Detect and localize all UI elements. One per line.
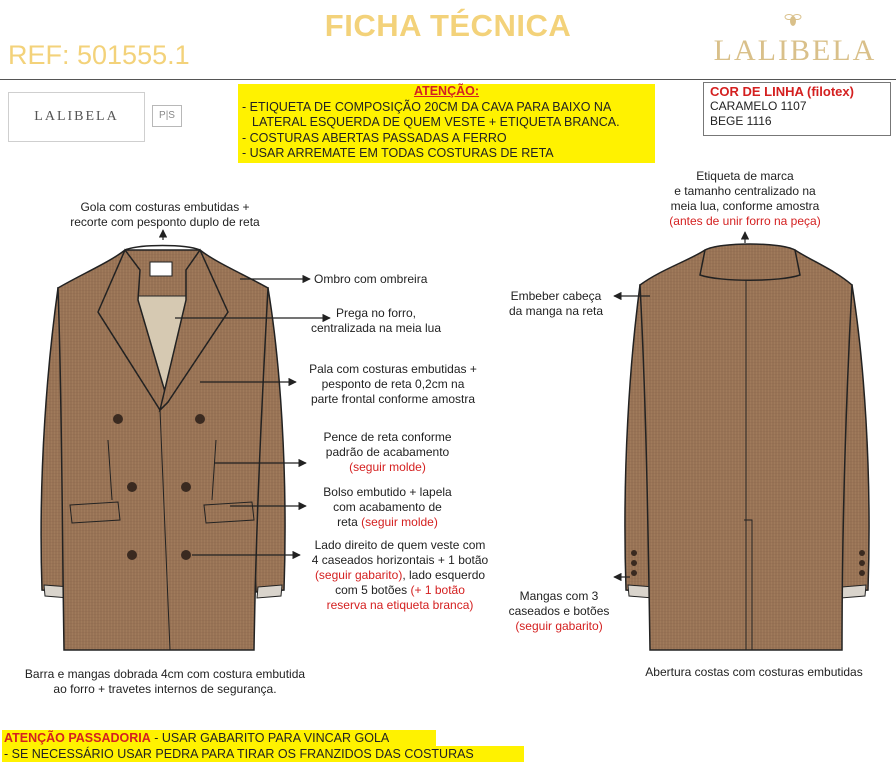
note-closure: Lado direito de quem veste com 4 caseados horizontais + 1 botão (seguir gabarito), lado esquerdo com 5 botões (+ 1 botão reserva na etiqueta branca) xyxy=(311,538,489,612)
note-pocket: Bolso embutido + lapela com acabamento de reta (seguir molde) xyxy=(323,485,452,529)
note-shoulder: Ombro com ombreira xyxy=(314,272,428,286)
note-hem: Barra e mangas dobrada 4cm com costura embutida ao forro + travetes internos de segurança. xyxy=(24,667,306,696)
attention-line: - ETIQUETA DE COMPOSIÇÃO 20CM DA CAVA PARA BAIXO NA xyxy=(242,99,612,114)
thread-color-item: BEGE 1116 xyxy=(710,114,772,128)
footer-note-1: ATENÇÃO PASSADORIA - USAR GABARITO PARA VINCAR GOLA xyxy=(2,730,436,746)
note-dart: Pence de reta conforme padrão de acabamento (seguir molde) xyxy=(323,430,452,474)
page-title: FICHA TÉCNICA xyxy=(324,8,572,43)
logo-brand-text: LALIBELA xyxy=(34,109,119,124)
brand-logo: LALIBELA xyxy=(713,34,877,67)
note-cuffs: Mangas com 3 caseados e botões (seguir gabarito) xyxy=(508,589,610,633)
note-pleat: Prega no forro, centralizada na meia lua xyxy=(310,306,442,335)
attention-line: - COSTURAS ABERTAS PASSADAS A FERRO xyxy=(242,130,507,145)
front-jacket-drawing xyxy=(41,246,285,651)
attention-line: - USAR ARREMATE EM TODAS COSTURAS DE RETA xyxy=(242,146,554,160)
note-yoke: Pala com costuras embutidas + pesponto de reta 0,2cm na parte frontal conforme amostra xyxy=(309,362,477,406)
note-collar: Gola com costuras embutidas + recorte com pesponto duplo de reta xyxy=(70,200,260,229)
logo-tag: P|S xyxy=(152,105,182,127)
attention-line: LATERAL ESQUERDA DE QUEM VESTE + ETIQUETA BRANCA. xyxy=(252,115,620,129)
back-jacket-drawing xyxy=(625,244,869,650)
note-brand-label: Etiqueta de marca e tamanho centralizado na meia lua, conforme amostra (antes de unir forro na peça) xyxy=(669,169,821,228)
note-sleeve-head: Embeber cabeça da manga na reta xyxy=(508,289,604,318)
thread-color-heading: COR DE LINHA (filotex) xyxy=(710,84,854,99)
reference-code: REF: 501555.1 xyxy=(8,40,190,70)
attention-heading: ATENÇÃO: xyxy=(413,84,480,98)
footer-note-2: - SE NECESSÁRIO USAR PEDRA PARA TIRAR OS FRANZIDOS DAS COSTURAS xyxy=(2,746,524,762)
thread-color-item: CARAMELO 1107 xyxy=(710,99,807,113)
note-back-vent: Abertura costas com costuras embutidas xyxy=(645,665,863,679)
